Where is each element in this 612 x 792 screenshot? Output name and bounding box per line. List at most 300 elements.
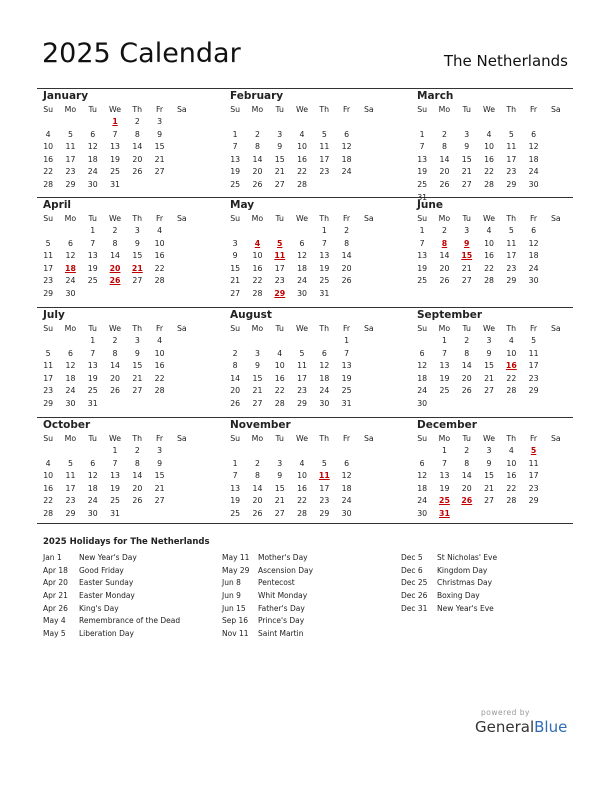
day: 4 (299, 458, 305, 468)
day: 1 (419, 226, 425, 235)
holiday-item (401, 565, 497, 578)
month-name: December (417, 419, 477, 431)
weekday-label: We (108, 214, 122, 223)
holiday-name: Remembrance of the Dead (79, 616, 181, 626)
weekday-label: Su (43, 214, 54, 223)
day: 18 (528, 154, 539, 164)
day: 4 (157, 336, 163, 345)
weekday-label: Fr (342, 214, 351, 223)
day: 22 (274, 386, 285, 396)
day: 2 (441, 226, 447, 235)
day: 23 (65, 167, 76, 177)
day: 6 (531, 129, 537, 139)
day: 21 (484, 483, 494, 493)
holiday-day: 29 (274, 288, 286, 298)
day: 29 (43, 398, 54, 408)
day: 31 (87, 398, 98, 408)
weekday-label: Sa (176, 434, 187, 443)
month-name: August (230, 309, 272, 321)
day: 8 (134, 458, 140, 468)
day: 19 (230, 167, 241, 177)
holiday-date: Apr 18 (43, 565, 68, 575)
weekday-label: Fr (529, 434, 538, 443)
weekday-label: Th (506, 434, 517, 443)
holiday-name: New Year's Eve (437, 603, 494, 613)
day: 9 (157, 458, 163, 468)
holiday-day: 4 (254, 238, 261, 248)
holiday-item (401, 552, 497, 565)
day: 3 (254, 348, 260, 358)
day: 4 (45, 458, 51, 468)
day: 28 (43, 179, 54, 189)
day: 27 (274, 179, 285, 189)
day: 4 (45, 129, 51, 139)
day: 6 (90, 458, 96, 468)
day: 11 (65, 471, 76, 481)
weekday-label: We (295, 324, 309, 333)
weekday-header (411, 432, 567, 445)
holiday-item (222, 615, 313, 628)
day: 5 (508, 129, 514, 139)
empty-day (82, 445, 104, 458)
day: 21 (461, 167, 472, 177)
day: 2 (134, 446, 140, 455)
day: 10 (297, 142, 307, 152)
weekday-label: Mo (438, 324, 451, 333)
month-name: March (417, 90, 454, 102)
day: 9 (157, 129, 163, 139)
weekday-label: Tu (275, 214, 284, 223)
day: 12 (417, 361, 428, 371)
empty-day (411, 445, 433, 458)
day: 5 (321, 458, 327, 468)
empty-day (433, 116, 455, 129)
day: 7 (419, 238, 425, 248)
month-may (224, 198, 380, 301)
day: 18 (87, 483, 98, 493)
weekday-label: Mo (251, 214, 264, 223)
weekday-header (224, 322, 380, 335)
day: 15 (154, 142, 165, 152)
day: 23 (319, 496, 330, 506)
month-february (224, 89, 380, 192)
weekday-label: Su (230, 324, 241, 333)
weekday-label: Sa (550, 324, 561, 333)
day: 12 (341, 471, 352, 481)
holiday-name: Mother's Day (258, 553, 308, 562)
empty-day (37, 445, 59, 458)
day: 26 (110, 386, 120, 396)
day: 27 (154, 496, 165, 506)
day: 25 (230, 179, 241, 189)
holiday-day: 8 (441, 238, 448, 248)
day: 27 (484, 386, 494, 396)
empty-day (456, 116, 478, 129)
day: 27 (484, 496, 494, 506)
day: 30 (417, 508, 428, 518)
day: 1 (441, 446, 447, 455)
day: 5 (531, 336, 537, 345)
weekday-label: We (482, 434, 496, 443)
day: 24 (417, 386, 428, 396)
day: 6 (67, 238, 73, 248)
day: 2 (134, 117, 140, 126)
day: 30 (65, 398, 76, 408)
day: 14 (439, 154, 450, 164)
day: 24 (417, 496, 428, 506)
weekday-label: Fr (529, 324, 538, 333)
day: 20 (252, 167, 263, 177)
empty-day (82, 116, 104, 129)
day: 13 (110, 142, 120, 152)
holiday-item (222, 565, 313, 578)
month-december (411, 418, 567, 521)
day: 26 (341, 276, 352, 286)
day: 7 (232, 471, 238, 481)
day: 8 (344, 238, 350, 248)
day: 3 (464, 129, 470, 139)
holiday-date: Jan 1 (43, 553, 62, 562)
weekday-label: Su (417, 214, 428, 223)
holiday-item (43, 603, 180, 616)
weekday-label: We (108, 324, 122, 333)
weekday-label: Tu (462, 434, 471, 443)
day: 22 (297, 167, 307, 177)
holiday-name: King's Day (79, 603, 119, 613)
day: 13 (230, 154, 241, 164)
weekday-label: Tu (275, 324, 284, 333)
day: 17 (65, 483, 76, 493)
holiday-name: Boxing Day (437, 591, 480, 601)
day: 18 (417, 373, 428, 383)
day: 7 (419, 142, 425, 152)
day: 25 (319, 276, 330, 286)
day: 11 (528, 348, 539, 358)
day: 19 (110, 483, 120, 493)
day: 2 (254, 458, 260, 468)
day: 13 (87, 361, 98, 371)
day: 21 (154, 154, 165, 164)
day: 6 (299, 238, 305, 248)
empty-day (291, 445, 313, 458)
day: 14 (461, 471, 472, 481)
day: 3 (157, 117, 163, 126)
weekday-label: Su (43, 105, 54, 114)
holiday-date: Apr 26 (43, 603, 68, 613)
day: 24 (65, 386, 76, 396)
day: 25 (417, 276, 428, 286)
empty-day (313, 116, 335, 129)
day: 19 (110, 154, 120, 164)
weekday-label: We (108, 434, 122, 443)
month-november (224, 418, 380, 521)
day: 15 (132, 251, 143, 261)
day: 12 (319, 361, 330, 371)
day: 16 (252, 263, 263, 273)
holiday-column (401, 552, 497, 615)
empty-day (478, 116, 500, 129)
day: 18 (417, 483, 428, 493)
day: 17 (528, 361, 539, 371)
day: 21 (484, 373, 494, 383)
day: 12 (65, 251, 76, 261)
weekday-label: Th (319, 434, 330, 443)
day: 19 (341, 373, 352, 383)
day: 20 (461, 373, 472, 383)
empty-day (411, 335, 433, 348)
day: 5 (508, 226, 514, 235)
day: 24 (319, 386, 330, 396)
day: 17 (65, 154, 76, 164)
empty-day (291, 225, 313, 238)
brand-logo (475, 708, 567, 736)
day: 10 (484, 238, 494, 248)
day: 19 (87, 263, 98, 273)
day: 25 (110, 496, 120, 506)
empty-day (246, 335, 268, 348)
holiday-item (43, 552, 180, 565)
day: 18 (319, 373, 330, 383)
holiday-date: May 4 (43, 616, 66, 626)
day: 9 (232, 251, 238, 261)
weekday-label: Mo (438, 105, 451, 114)
day: 13 (439, 361, 450, 371)
weekday-label: Tu (275, 105, 284, 114)
day: 2 (112, 226, 118, 235)
day: 5 (67, 129, 73, 139)
weekday-label: Mo (251, 105, 264, 114)
day: 17 (43, 263, 54, 273)
empty-day (59, 116, 81, 129)
day: 22 (43, 167, 54, 177)
weekday-label: Mo (64, 434, 77, 443)
holiday-item (43, 628, 180, 641)
day: 16 (154, 361, 165, 371)
divider (37, 523, 573, 524)
weekday-header (411, 322, 567, 335)
day: 18 (341, 483, 352, 493)
holiday-item (222, 628, 313, 641)
day: 15 (274, 154, 285, 164)
day: 14 (252, 483, 263, 493)
day: 10 (154, 348, 165, 358)
holidays-title: 2025 Holidays for The Netherlands (43, 537, 210, 547)
day: 24 (341, 496, 352, 506)
month-january (37, 89, 193, 192)
day: 19 (417, 263, 428, 273)
day: 22 (252, 276, 263, 286)
holiday-date: Apr 20 (43, 578, 68, 588)
day: 10 (506, 348, 517, 358)
day: 18 (65, 373, 76, 383)
day: 21 (274, 496, 285, 506)
day: 14 (461, 361, 472, 371)
holiday-name: St Nicholas' Eve (437, 553, 498, 562)
day: 19 (230, 496, 241, 506)
day: 20 (230, 386, 241, 396)
weekday-label: We (482, 324, 496, 333)
weekday-label: Sa (176, 214, 187, 223)
weekday-label: We (295, 434, 309, 443)
day: 29 (65, 179, 76, 189)
day: 1 (90, 336, 96, 345)
day: 23 (319, 167, 330, 177)
day: 20 (252, 496, 263, 506)
day: 6 (531, 226, 537, 235)
weekday-label: We (482, 105, 496, 114)
weekday-label: Tu (462, 214, 471, 223)
empty-day (313, 335, 335, 348)
weekday-label: Fr (529, 214, 538, 223)
day: 14 (110, 251, 120, 261)
empty-day (37, 225, 59, 238)
day: 9 (277, 471, 283, 481)
day: 21 (132, 373, 143, 383)
weekday-label: Tu (88, 434, 97, 443)
day: 2 (344, 226, 350, 235)
brand-blue: Blue (534, 718, 568, 736)
day: 26 (252, 179, 263, 189)
day: 9 (134, 238, 140, 248)
day: 1 (232, 458, 238, 468)
day: 11 (506, 238, 517, 248)
day: 15 (461, 154, 472, 164)
day: 14 (230, 373, 241, 383)
holiday-date: Dec 6 (401, 565, 423, 575)
holiday-item (43, 590, 180, 603)
day: 28 (154, 276, 165, 286)
day: 12 (417, 471, 428, 481)
weekday-label: Su (417, 105, 428, 114)
day: 11 (528, 458, 539, 468)
day: 1 (112, 446, 118, 455)
day: 13 (110, 471, 120, 481)
day: 6 (419, 348, 425, 358)
holiday-name: Kingdom Day (437, 565, 488, 575)
day: 9 (486, 458, 492, 468)
holiday-name: Easter Monday (79, 591, 135, 601)
day: 29 (528, 386, 539, 396)
day: 28 (506, 496, 517, 506)
day: 21 (274, 167, 285, 177)
empty-day (500, 116, 522, 129)
day: 22 (506, 483, 517, 493)
day: 31 (341, 398, 352, 408)
empty-day (269, 445, 291, 458)
day: 7 (112, 129, 118, 139)
weekday-label: Sa (363, 324, 374, 333)
day: 8 (254, 471, 260, 481)
day: 5 (299, 348, 305, 358)
weekday-label: Th (132, 105, 143, 114)
day: 5 (45, 348, 51, 358)
day: 21 (461, 263, 472, 273)
day: 16 (506, 471, 517, 481)
weekday-label: Sa (550, 214, 561, 223)
day: 3 (277, 458, 283, 468)
day: 17 (319, 483, 330, 493)
weekday-label: Su (43, 434, 54, 443)
day: 17 (297, 373, 307, 383)
month-march (411, 89, 567, 204)
day: 1 (90, 226, 96, 235)
day: 14 (252, 154, 263, 164)
day: 23 (43, 386, 54, 396)
day: 7 (441, 458, 447, 468)
weekday-label: Mo (64, 105, 77, 114)
day: 20 (439, 263, 450, 273)
day: 23 (297, 386, 307, 396)
weekday-label: Th (506, 214, 517, 223)
month-name: October (43, 419, 91, 431)
day: 5 (67, 458, 73, 468)
day: 10 (252, 251, 263, 261)
holiday-date: Nov 11 (222, 629, 249, 639)
day: 29 (65, 508, 76, 518)
weekday-label: Tu (275, 434, 284, 443)
month-name: February (230, 90, 284, 102)
day: 18 (297, 263, 307, 273)
day: 8 (254, 142, 260, 152)
day: 13 (417, 251, 428, 261)
holiday-name: New Year's Day (79, 553, 137, 562)
holiday-date: May 11 (222, 553, 250, 562)
day: 27 (252, 398, 263, 408)
holiday-day: 5 (277, 238, 283, 248)
day: 21 (154, 483, 165, 493)
day: 3 (464, 226, 470, 235)
weekday-label: Tu (462, 324, 471, 333)
day: 18 (341, 154, 352, 164)
day: 10 (43, 471, 54, 481)
day: 4 (486, 129, 492, 139)
weekday-label: Mo (64, 214, 77, 223)
empty-day (411, 116, 433, 129)
day: 24 (87, 496, 98, 506)
holiday-name: Good Friday (79, 565, 124, 575)
month-september (411, 308, 567, 411)
holiday-date: Dec 26 (401, 591, 428, 601)
day: 7 (441, 348, 447, 358)
day: 11 (297, 361, 307, 371)
weekday-label: Fr (155, 214, 164, 223)
month-july (37, 308, 193, 411)
day: 14 (132, 471, 143, 481)
day: 3 (486, 336, 492, 345)
weekday-label: Su (230, 214, 241, 223)
weekday-label: Su (230, 105, 241, 114)
day: 29 (297, 398, 307, 408)
weekday-label: Tu (88, 105, 97, 114)
weekday-label: We (295, 105, 309, 114)
day: 15 (252, 373, 263, 383)
day: 19 (417, 167, 428, 177)
weekday-label: Su (417, 324, 428, 333)
day: 24 (528, 167, 539, 177)
day: 22 (297, 496, 307, 506)
day: 28 (297, 179, 307, 189)
day: 24 (87, 167, 98, 177)
day: 10 (297, 471, 307, 481)
day: 23 (506, 263, 517, 273)
weekday-label: Mo (438, 214, 451, 223)
holiday-name: Saint Martin (258, 629, 304, 639)
month-name: April (43, 199, 72, 211)
day: 8 (232, 361, 238, 371)
day: 15 (230, 263, 241, 273)
day: 1 (441, 336, 447, 345)
day: 30 (87, 508, 98, 518)
